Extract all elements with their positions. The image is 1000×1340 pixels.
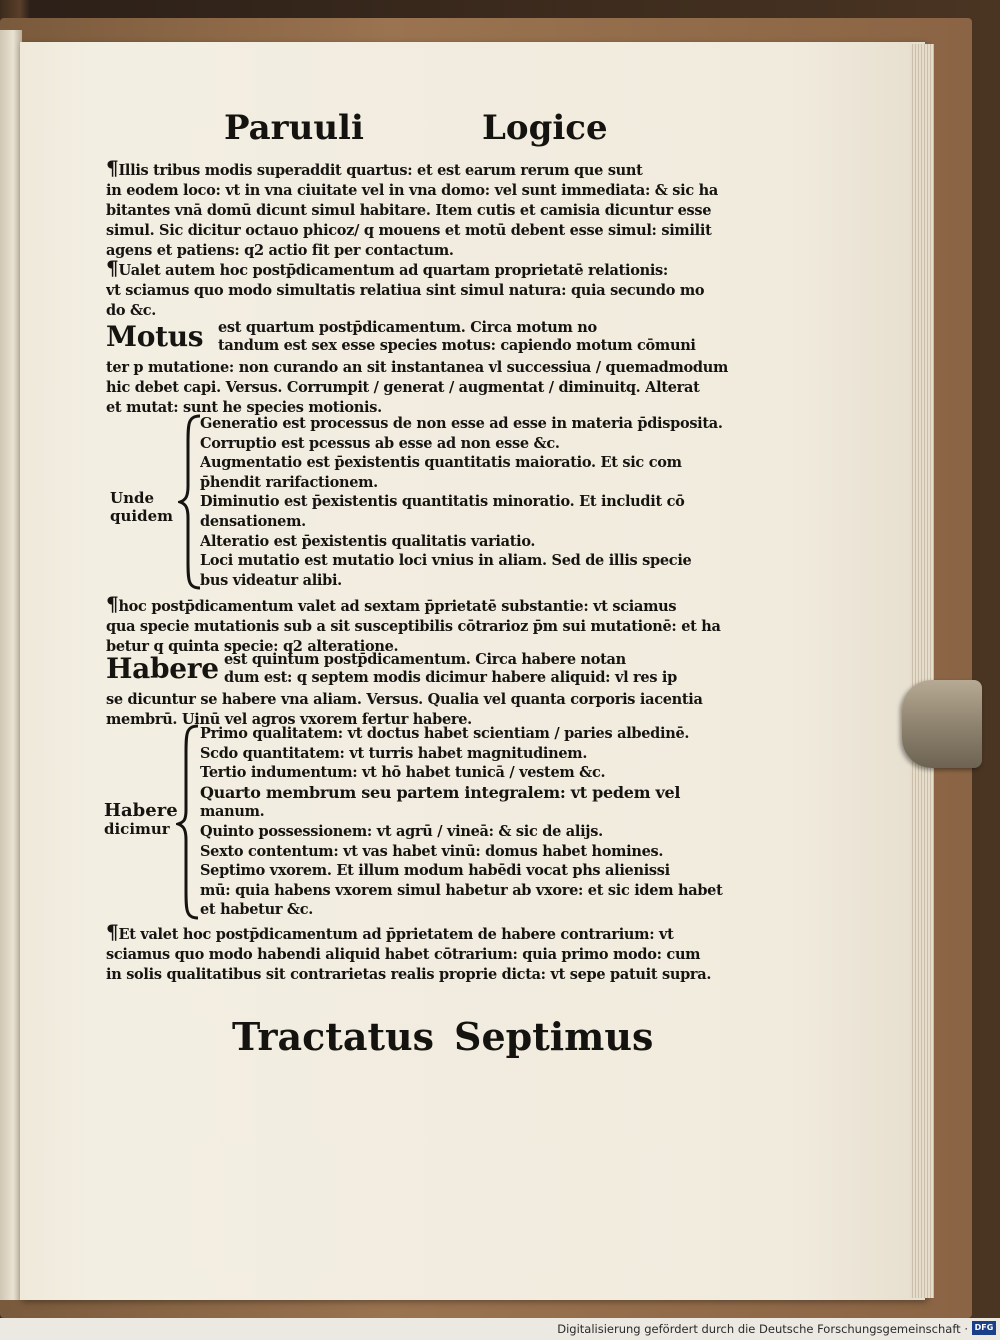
unde-quidem-label: Unde quidem (110, 489, 173, 525)
list-item: densationem. (200, 512, 306, 530)
text-line: est quartum postp̄dicamentum. Circa motum no (218, 319, 597, 336)
text-line: sciamus quo modo habendi aliquid habet cōtrarium: quia primo modo: cum (106, 946, 701, 963)
list-item: Quinto possessionem: vt agrū / vineā: & sic de alijs. (200, 822, 603, 840)
text-line: in eodem loco: vt in vna ciuitate vel in vna domo: vel sunt immediata: & sic ha (106, 182, 718, 199)
text-line: ¶Illis tribus modis superaddit quartus: et est earum rerum que sunt (106, 158, 643, 180)
paragraph-2 (106, 258, 746, 321)
text-line: bitantes vnā domū dicunt simul habitare. Item cutis et camisia dicuntur esse (106, 202, 712, 219)
list-item: Scdo quantitatem: vt turris habet magnitudinem. (200, 744, 588, 762)
list-item: Tertio indumentum: vt hō habet tunicā / vestem &c. (200, 764, 606, 782)
motus-heading-block (106, 318, 746, 358)
title-right: Septimus (454, 1014, 654, 1059)
list-item: Loci mutatio est mutatio loci vnius in aliam. Sed de illis specie (200, 552, 692, 570)
book-clasp (902, 680, 982, 768)
paragraph-mark: ¶ (106, 158, 119, 180)
header-left: Paruuli (224, 108, 364, 148)
text-line: ¶Et valet hoc postp̄dicamentum ad p̄prietatem de habere contrarium: vt (106, 922, 674, 944)
left-page-edge (0, 30, 22, 1300)
paragraph-mark: ¶ (106, 258, 119, 280)
list-item: Sexto contentum: vt vas habet vinū: domus habet homines. (200, 842, 664, 860)
text-line: se dicuntur se habere vna aliam. Versus. Qualia vel quanta corporis iacentia (106, 691, 703, 708)
text-line: simul. Sic dicitur octauo phicoz/ q mouens et motū debent esse simul: similit (106, 222, 712, 239)
text-line: tandum est sex esse species motus: capiendo motum cōmuni (218, 337, 696, 354)
paragraph-4 (106, 922, 746, 985)
paragraph-mark: ¶ (106, 594, 119, 616)
text-line: vt sciamus quo modo simultatis relatiua sint simul natura: quia secundo mo (106, 282, 705, 299)
text-line: membrū. Uinū vel agros vxorem fertur habere. (106, 711, 472, 728)
text-line: hic debet capi. Versus. Corrumpit / generat / augmentat / diminuitq. Alterat (106, 379, 700, 396)
motus-word: Motus (106, 320, 204, 353)
funding-credit: Digitalisierung gefördert durch die Deutsche Forschungsgemeinschaft · (557, 1322, 968, 1336)
tractatus-title (232, 1014, 662, 1064)
text-line: et mutat: sunt he species motionis. (106, 399, 382, 416)
list-item: Quarto membrum seu partem integralem: vt pedem vel (200, 782, 681, 802)
text-line: ter p mutatione: non curando an sit instantanea vl successiua / quemadmodum (106, 359, 729, 376)
list-item: Generatio est processus de non esse ad esse in materia p̄disposita. (200, 415, 723, 432)
list-item: Septimo vxorem. Et illum modum habēdi vocat phs alienissi (200, 862, 670, 880)
page-stack-edge (910, 44, 934, 1298)
text-line: do &c. (106, 302, 157, 319)
text-line: qua specie mutationis sub a sit susceptibilis cōtrarioz p̄m sui mutationē: et ha (106, 618, 721, 635)
paragraph-3 (106, 594, 746, 657)
paragraph-mark: ¶ (106, 922, 119, 944)
title-left: Tractatus (232, 1014, 435, 1059)
text-line: in solis qualitatibus sit contrarietas realis proprie dicta: vt sepe patuit supra. (106, 966, 712, 983)
list-item: Alteratio est p̄existentis qualitatis variatio. (200, 532, 536, 550)
dfg-logo-icon: DFG (972, 1321, 996, 1335)
list-item: Primo qualitatem: vt doctus habet scientiam / paries albedinē. (200, 725, 690, 742)
habere-section (106, 650, 746, 730)
list-item: Augmentatio est p̄existentis quantitatis maioratio. Et sic com (200, 454, 682, 472)
motus-species-list (200, 414, 745, 590)
text-line: agens et patiens: q2 actio fit per contactum. (106, 242, 454, 259)
list-item: p̄hendit rarifactionem. (200, 473, 378, 491)
list-item: manum. (200, 803, 265, 821)
habere-heading-block (106, 650, 746, 690)
list-item: Corruptio est pcessus ab esse ad non esse &c. (200, 434, 560, 452)
text-line: ¶Ualet autem hoc postp̄dicamentum ad quartam proprietatē relationis: (106, 258, 668, 280)
list-item: Diminutio est p̄existentis quantitatis minoratio. Et includit cō (200, 493, 685, 511)
habere-bracket (176, 724, 202, 920)
habere-dicimur-label: Habere dicimur (104, 800, 178, 838)
list-item: bus videatur alibi. (200, 571, 342, 589)
text-line: betur q quinta specie: q2 alteratione. (106, 638, 399, 655)
running-header (210, 108, 650, 154)
list-item: mū: quia habens vxorem simul habetur ab vxore: et sic idem habet (200, 881, 723, 899)
motus-section (106, 318, 746, 418)
habere-word: Habere (106, 652, 219, 685)
header-right: Logice (482, 108, 608, 148)
paragraph-1 (106, 158, 746, 261)
text-line: dum est: q septem modis dicimur habere aliquid: vl res ip (224, 669, 677, 686)
habere-modes-list (200, 724, 745, 920)
list-item: et habetur &c. (200, 901, 313, 919)
text-line: est quintum postp̄dicamentum. Circa habere notan (224, 651, 626, 668)
text-line: ¶hoc postp̄dicamentum valet ad sextam p̄prietatē substantie: vt sciamus (106, 594, 677, 616)
